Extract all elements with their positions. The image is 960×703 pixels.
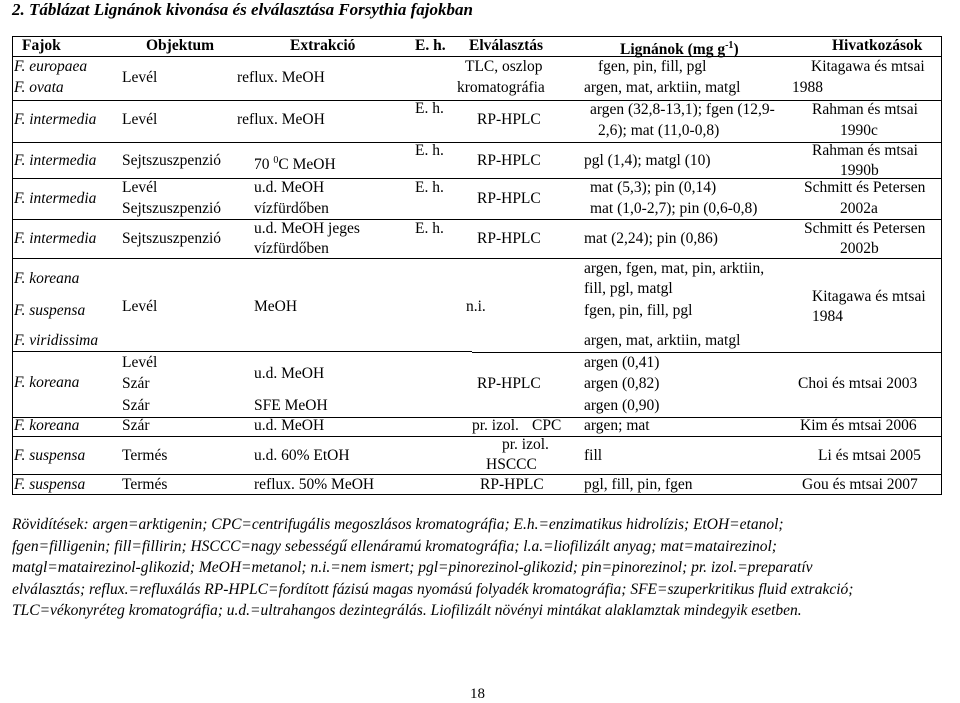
- r6-objektum: Levél: [122, 298, 158, 315]
- r10-faj: F. suspensa: [14, 476, 86, 493]
- footnote-line: Rövidítések: argen=arktigenin; CPC=centrifugális megoszlásos kromatográfia; E.h.=enzimatikus hidrolízis; EtOH=etanol;: [12, 516, 784, 533]
- r8-extrakcio: u.d. MeOH: [254, 417, 325, 434]
- r5-extrakcio1: u.d. MeOH jeges: [254, 220, 360, 237]
- r5-elvalasztas: RP-HPLC: [477, 230, 541, 247]
- r7-objektum1: Levél: [122, 354, 158, 371]
- r7-objektum3: Szár: [122, 397, 150, 414]
- r5-eh: E. h.: [415, 220, 444, 237]
- r9-eh1: pr. izol.: [502, 436, 549, 453]
- r7-objektum2: Szár: [122, 375, 150, 392]
- abbreviations-footnote: [12, 514, 952, 622]
- rule-bottom: [12, 494, 942, 495]
- r1-lignanok2: argen, mat, arktiin, matgl: [584, 79, 741, 96]
- r9-lignanok: fill: [584, 447, 603, 464]
- r4-lignanok1: mat (5,3); pin (0,14): [590, 179, 717, 196]
- r1-objektum: Levél: [122, 69, 158, 86]
- r8-objektum: Szár: [122, 417, 150, 434]
- r4-extrakcio2: vízfürdőben: [254, 200, 329, 217]
- r7-elvalasztas: RP-HPLC: [477, 375, 541, 392]
- rule-row5: [12, 258, 942, 259]
- r6-lignanok4: argen, mat, arktiin, matgl: [584, 332, 741, 349]
- r4-eh: E. h.: [415, 179, 444, 196]
- r1-faj2: F. ovata: [14, 79, 64, 96]
- r7-lignanok2: argen (0,82): [584, 375, 660, 392]
- r7-lignanok3: argen (0,90): [584, 397, 660, 414]
- r7-extrakcio1: u.d. MeOH: [254, 365, 325, 382]
- r1-lignanok1: fgen, pin, fill, pgl: [598, 58, 707, 75]
- r9-objektum: Termés: [122, 447, 168, 464]
- r3-objektum: Sejtszuszpenzió: [122, 152, 222, 169]
- r1-extrakcio: reflux. MeOH: [237, 69, 325, 86]
- r3-elvalasztas: RP-HPLC: [477, 152, 541, 169]
- r7-ref: Choi és mtsai 2003: [798, 375, 918, 392]
- r5-extrakcio2: vízfürdőben: [254, 240, 329, 257]
- r10-ref: Gou és mtsai 2007: [802, 476, 918, 493]
- r1-elvalasztas2: kromatográfia: [457, 79, 545, 96]
- rule-row6a: [12, 351, 472, 352]
- r2-elvalasztas: RP-HPLC: [477, 111, 541, 128]
- r4-ref1: Schmitt és Petersen: [804, 179, 926, 196]
- r1-ref2: 1988: [792, 79, 823, 96]
- r6-faj3: F. viridissima: [14, 332, 99, 349]
- r4-objektum1: Levél: [122, 179, 158, 196]
- r8-ref: Kim és mtsai 2006: [800, 417, 917, 434]
- r9-faj: F. suspensa: [14, 447, 86, 464]
- rule-row6b: [472, 352, 942, 353]
- r1-elvalasztas1: TLC, oszlop: [465, 58, 543, 75]
- rule-row8: [12, 436, 942, 437]
- r5-lignanok: mat (2,24); pin (0,86): [584, 230, 718, 247]
- rule-right: [941, 36, 942, 495]
- page-number: 18: [470, 686, 485, 702]
- header-hivatkozasok: Hivatkozások: [832, 37, 923, 54]
- r4-ref2: 2002a: [840, 200, 878, 217]
- r6-lignanok3: fgen, pin, fill, pgl: [584, 302, 693, 319]
- r7-extrakcio2: SFE MeOH: [254, 397, 328, 414]
- r3-extrakcio: 70 $^0$C MeOH: [254, 155, 336, 174]
- r9-eh2: HSCCC: [486, 456, 537, 473]
- r9-extrakcio: u.d. 60% EtOH: [254, 447, 350, 464]
- r4-extrakcio1: u.d. MeOH: [254, 179, 325, 196]
- r6-faj2: F. suspensa: [14, 302, 86, 319]
- r2-faj: F. intermedia: [14, 111, 97, 128]
- r1-ref1: Kitagawa és mtsai: [811, 58, 925, 75]
- lignan-table: [12, 36, 942, 495]
- r6-eh: n.i.: [466, 298, 486, 315]
- header-fajok: Fajok: [22, 37, 61, 54]
- r5-faj: F. intermedia: [14, 230, 97, 247]
- footnote-line: elválasztás; reflux.=refluxálás RP-HPLC=fordított fázisú magas nyomású folyadék kromatográfia; SFE=szuperkritikus fluid extrakció;: [12, 580, 854, 598]
- header-extrakcio: Extrakció: [290, 37, 356, 54]
- r3-ref2: 1990b: [840, 162, 879, 179]
- r7-lignanok1: argen (0,41): [584, 354, 660, 371]
- r8-elvalasztas: CPC: [532, 417, 562, 434]
- rule-left: [12, 36, 13, 495]
- r3-eh: E. h.: [415, 142, 444, 159]
- r3-lignanok: pgl (1,4); matgl (10): [584, 152, 711, 169]
- footnote-line: fgen=filligenin; fill=fillirin; HSCCC=nagy sebességű ellenáramú kromatográfia; l.a.=liofilizált anyag; mat=matairezinol;: [12, 537, 777, 555]
- r6-lignanok1: argen, fgen, mat, pin, arktiin,: [584, 260, 765, 277]
- r1-faj1: F. europaea: [14, 58, 88, 75]
- r2-extrakcio: reflux. MeOH: [237, 111, 325, 128]
- r2-eh: E. h.: [415, 100, 444, 117]
- r9-ref: Li és mtsai 2005: [818, 447, 921, 464]
- r10-lignanok: pgl, fill, pin, fgen: [584, 476, 693, 493]
- r4-faj: F. intermedia: [14, 190, 97, 207]
- header-lignanok: Lignánok (mg $g^{-1}$): [620, 40, 739, 59]
- r6-ref1: Kitagawa és mtsai: [812, 288, 926, 305]
- r4-elvalasztas: RP-HPLC: [477, 190, 541, 207]
- r5-objektum: Sejtszuszpenzió: [122, 230, 222, 247]
- r2-ref1: Rahman és mtsai: [812, 101, 918, 118]
- r2-ref2: 1990c: [840, 122, 878, 139]
- r6-ref2: 1984: [812, 308, 843, 325]
- footnote-line: TLC=vékonyréteg kromatográfia; u.d.=ultrahangos dezintegrálás. Liofilizált növényi mintákat alaklamztak mindegyik esetben.: [12, 602, 802, 619]
- r2-lignanok2: 2,6); mat (11,0-0,8): [598, 122, 720, 139]
- r8-lignanok: argen; mat: [584, 417, 650, 434]
- rule-row4: [12, 219, 942, 220]
- r2-objektum: Levél: [122, 111, 158, 128]
- r4-lignanok2: mat (1,0-2,7); pin (0,6-0,8): [590, 200, 758, 217]
- r6-lignanok2: fill, pgl, matgl: [584, 280, 673, 297]
- r5-ref1: Schmitt és Petersen: [804, 220, 926, 237]
- r10-extrakcio: reflux. 50% MeOH: [254, 476, 375, 493]
- r3-faj: F. intermedia: [14, 152, 97, 169]
- r8-faj: F. koreana: [14, 417, 80, 434]
- header-eh: E. h.: [415, 37, 446, 54]
- table-title: 2. Táblázat Lignánok kivonása és elválasztása Forsythia fajokban: [12, 0, 473, 19]
- r10-objektum: Termés: [122, 476, 168, 493]
- r5-ref2: 2002b: [840, 240, 879, 257]
- header-objektum: Objektum: [146, 37, 215, 54]
- r6-faj1: F. koreana: [14, 270, 80, 287]
- r2-lignanok1: argen (32,8-13,1); fgen (12,9-: [590, 101, 775, 118]
- footnote-line: matgl=matairezinol-glikozid; MeOH=metanol; n.i.=nem ismert; pgl=pinorezinol-glikozid; pin=pinorezinol; pr. izol.=preparatív: [12, 559, 813, 576]
- rule-header: [12, 56, 942, 57]
- r8-eh: pr. izol.: [472, 417, 519, 434]
- r7-faj: F. koreana: [14, 374, 80, 391]
- r4-objektum2: Sejtszuszpenzió: [122, 200, 222, 217]
- rule-row9: [12, 474, 942, 475]
- rule-row2: [12, 142, 942, 143]
- r3-ref1: Rahman és mtsai: [812, 142, 918, 159]
- r10-elvalasztas: RP-HPLC: [480, 476, 544, 493]
- rule-row1: [12, 100, 942, 101]
- r6-extrakcio: MeOH: [254, 298, 298, 315]
- header-elvalasztas: Elválasztás: [469, 37, 544, 54]
